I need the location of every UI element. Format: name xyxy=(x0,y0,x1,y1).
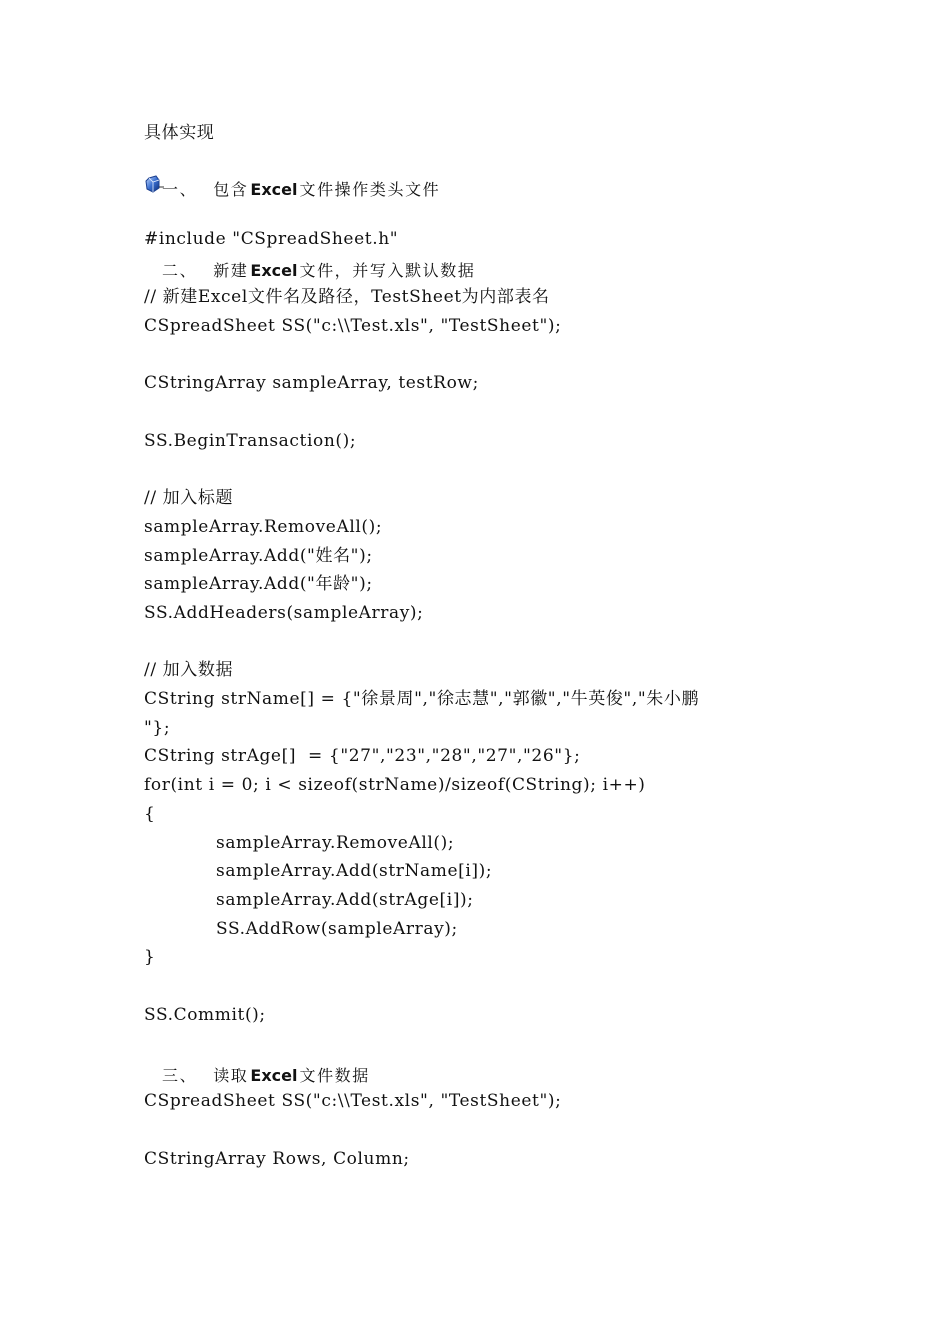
section-verb: 包含 xyxy=(213,180,249,199)
code-line: for(int i = 0; i < sizeof(strName)/sizeof(CString); i++) xyxy=(144,775,646,795)
section-verb: 新建 xyxy=(213,261,249,280)
section-heading-3 xyxy=(162,1066,370,1086)
code-line: { xyxy=(144,804,156,824)
code-line: CString strAge[] = {"27","23","28","27","26"}; xyxy=(144,746,581,766)
code-line: // 加入标题 xyxy=(144,488,234,508)
code-line: SS.AddRow(sampleArray); xyxy=(216,919,458,939)
code-line: SS.AddHeaders(sampleArray); xyxy=(144,603,424,623)
code-line: sampleArray.RemoveAll(); xyxy=(216,833,455,853)
code-line: CStringArray sampleArray, testRow; xyxy=(144,373,479,393)
code-line: sampleArray.Add("年龄"); xyxy=(144,574,373,594)
section-rest: 文件数据 xyxy=(299,1066,370,1085)
code-line: sampleArray.Add(strName[i]); xyxy=(216,861,493,881)
section-keyword: Excel xyxy=(250,180,298,199)
code-line: CSpreadSheet SS("c:\\Test.xls", "TestSheet"); xyxy=(144,1091,562,1111)
code-line: SS.BeginTransaction(); xyxy=(144,431,357,451)
section-verb: 读取 xyxy=(213,1066,249,1085)
code-line: CStringArray Rows, Column; xyxy=(144,1149,410,1169)
section-rest: 文件操作类头文件 xyxy=(299,180,441,199)
code-line: SS.Commit(); xyxy=(144,1005,266,1025)
section-heading-1 xyxy=(162,180,440,200)
blue-gem-bullet-icon xyxy=(144,175,164,195)
code-line: "}; xyxy=(144,718,171,738)
code-line: // 新建Excel文件名及路径，TestSheet为内部表名 xyxy=(144,287,550,307)
section-heading-2 xyxy=(162,261,476,281)
code-line-include: #include "CSpreadSheet.h" xyxy=(144,229,399,249)
code-line: CSpreadSheet SS("c:\\Test.xls", "TestSheet"); xyxy=(144,316,562,336)
code-line: sampleArray.RemoveAll(); xyxy=(144,517,383,537)
code-line: } xyxy=(144,947,156,967)
code-line: sampleArray.Add(strAge[i]); xyxy=(216,890,474,910)
section-keyword: Excel xyxy=(250,261,298,280)
section-rest: 文件，并写入默认数据 xyxy=(299,261,476,280)
code-line: CString strName[] = {"徐景周","徐志慧","郭徽","牛英俊","朱小鹏 xyxy=(144,689,700,709)
section-number: 三、 xyxy=(162,1066,198,1085)
section-number: 二、 xyxy=(162,261,198,280)
code-line: sampleArray.Add("姓名"); xyxy=(144,546,373,566)
section-number: 一、 xyxy=(162,180,198,199)
section-keyword: Excel xyxy=(250,1066,298,1085)
document-title: 具体实现 xyxy=(144,123,215,143)
code-line: // 加入数据 xyxy=(144,660,234,680)
